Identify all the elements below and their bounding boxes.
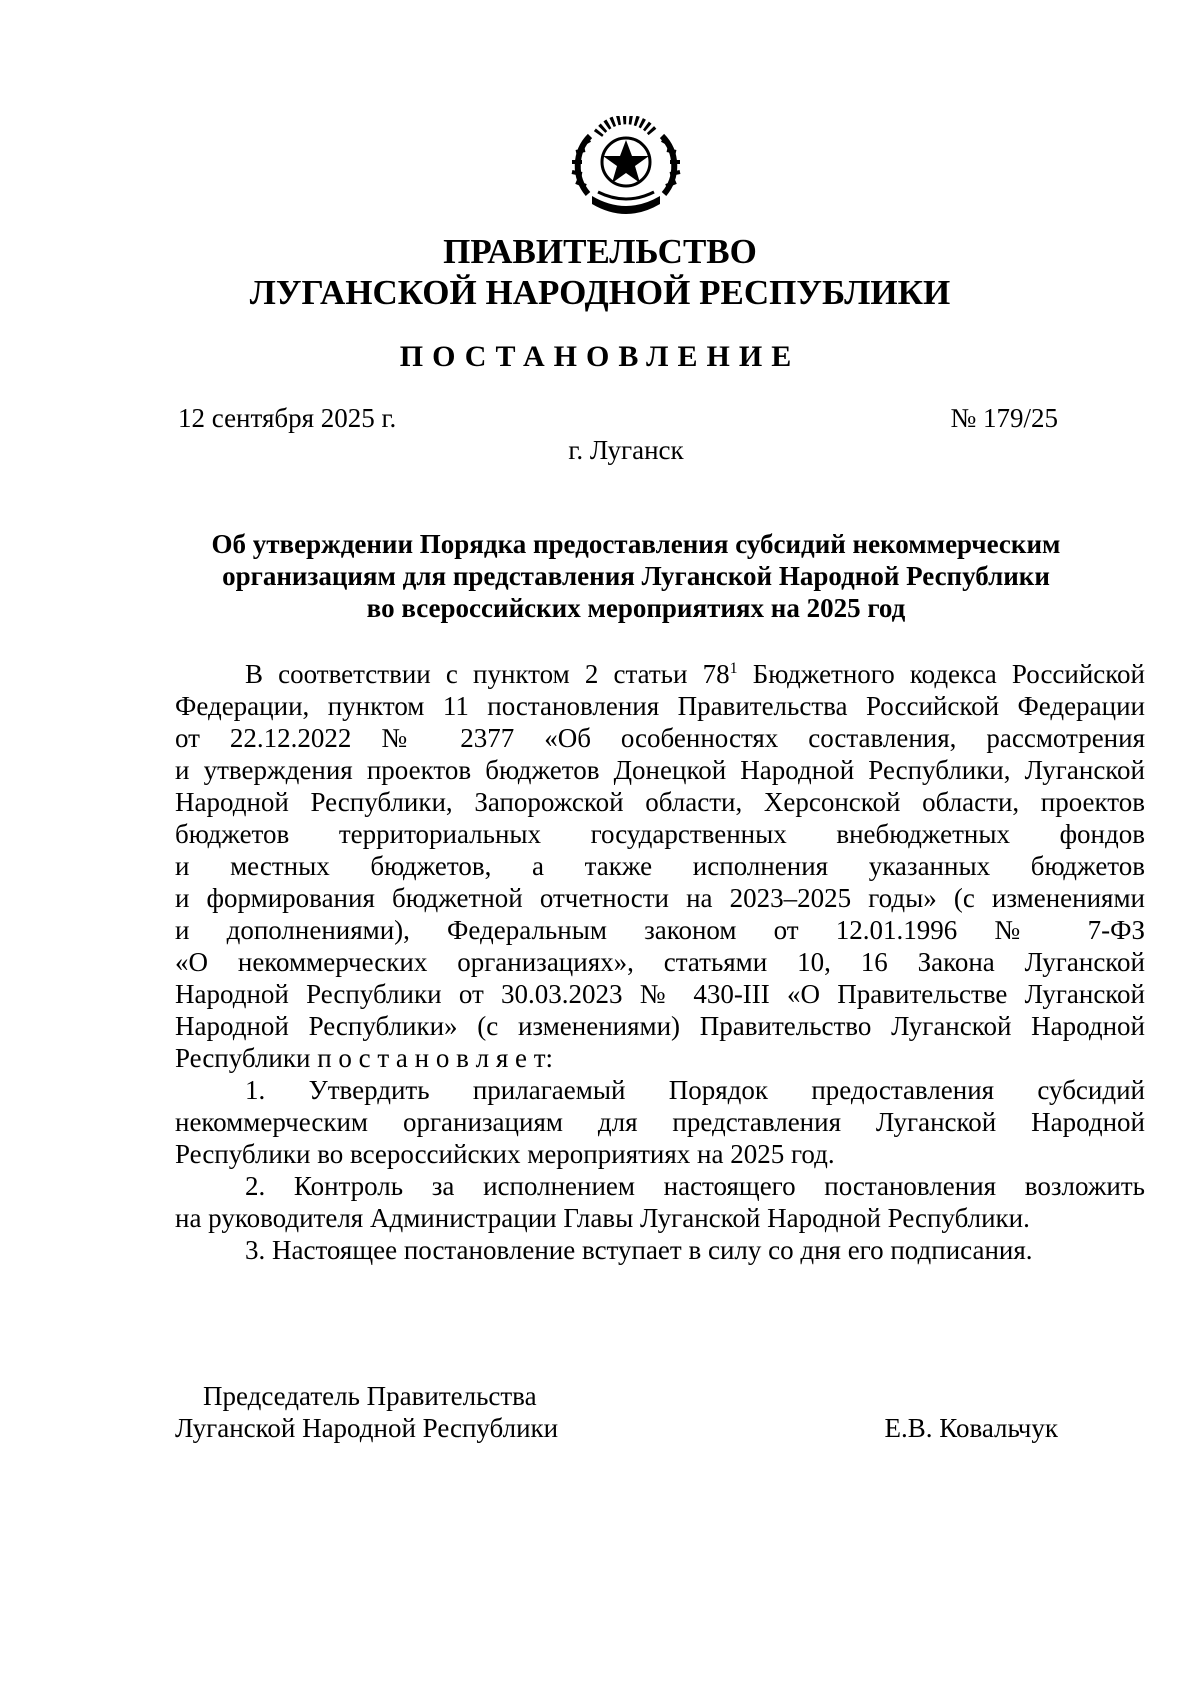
document-type: ПОСТАНОВЛЕНИЕ [399,340,801,373]
body-line: 3. Настоящее постановление вступает в силу со дня его подписания. [245,1235,1033,1265]
signatory-name: Е.В. Ковальчук [884,1413,1058,1443]
signatory-position-line1: Председатель Правительства [203,1381,537,1411]
body-line: Республики во всероссийских мероприятиях на 2025 год. [175,1139,835,1169]
coat-of-arms-icon [568,116,684,216]
body-line: на руководителя Администрации Главы Луганской Народной Республики. [175,1203,1030,1233]
document-date: 12 сентября 2025 г. [178,403,397,433]
organization-name-line2: ЛУГАНСКОЙ НАРОДНОЙ РЕСПУБЛИКИ [249,273,951,312]
body-line: и утверждения проектов бюджетов Донецкой Народной Республики, Луганской [175,755,1145,785]
document-title [140,528,1132,624]
body-line: Республики п о с т а н о в л я е т: [175,1043,554,1073]
body-line: Народной Республики, Запорожской области, Херсонской области, проектов [175,787,1145,817]
body-line: Народной Республики» (с изменениями) Правительство Луганской Народной [175,1011,1145,1041]
title-line: организациям для представления Луганской Народной Республики [222,561,1050,591]
title-line: Об утверждении Порядка предоставления субсидий некоммерческим [211,529,1061,559]
body-line: от 22.12.2022 № 2377 «Об особенностях составления, рассмотрения [175,723,1145,753]
document-body [175,658,1145,1266]
document-number: № 179/25 [950,403,1058,433]
body-line: бюджетов территориальных государственных внебюджетных фондов [175,819,1145,849]
body-line: Народной Республики от 30.03.2023 № 430-III «О Правительстве Луганской [175,979,1145,1009]
body-line: 2. Контроль за исполнением настоящего постановления возложить [245,1171,1145,1201]
body-line: некоммерческим организациям для представления Луганской Народной [175,1107,1145,1137]
body-line: и дополнениями), Федеральным законом от 12.01.1996 № 7-ФЗ [175,915,1145,945]
body-line: Федерации, пунктом 11 постановления Правительства Российской Федерации [175,691,1145,721]
body-text: В соответствии с пунктом 2 статьи 78 [245,659,730,689]
body-line: и формирования бюджетной отчетности на 2023–2025 годы» (с изменениями [175,883,1145,913]
superscript: 1 [729,660,738,677]
body-line: «О некоммерческих организациях», статьями 10, 16 Закона Луганской [175,947,1145,977]
title-line: во всероссийских мероприятиях на 2025 год [366,593,906,623]
organization-name-line1: ПРАВИТЕЛЬСТВО [443,232,757,271]
body-text: Бюджетного кодекса Российской [737,659,1145,689]
document-city: г. Луганск [568,435,684,465]
body-line [175,658,1145,690]
signatory-position-line2: Луганской Народной Республики [175,1413,559,1443]
body-line: и местных бюджетов, а также исполнения указанных бюджетов [175,851,1145,881]
body-line: 1. Утвердить прилагаемый Порядок предоставления субсидий [245,1075,1145,1105]
